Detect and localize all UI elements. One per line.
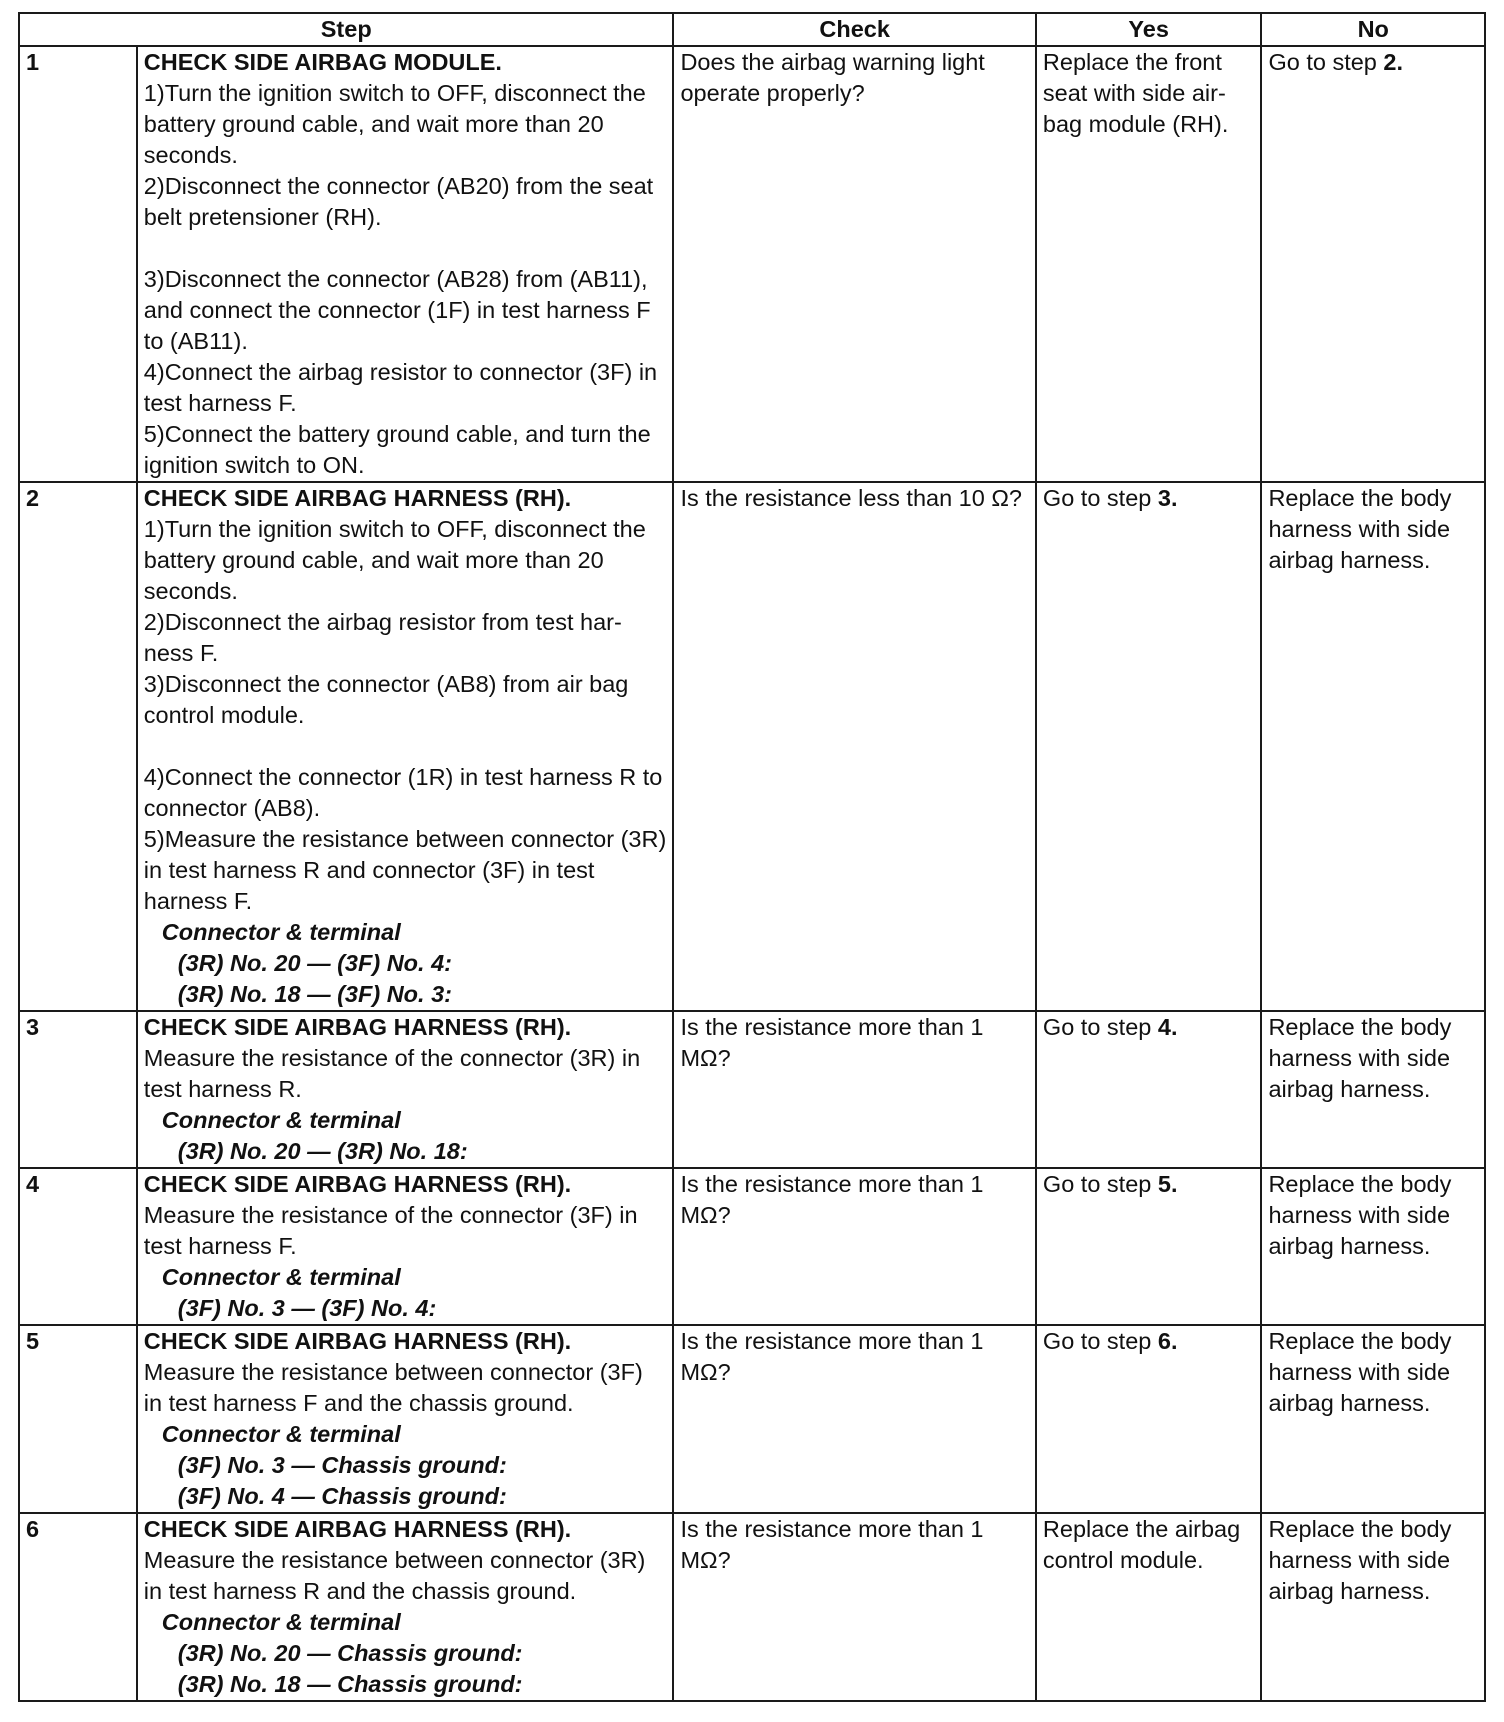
yes-cell	[1036, 1325, 1262, 1513]
connector-terminal-label: Connector & terminal	[161, 1107, 401, 1133]
header-step: Step	[19, 13, 673, 46]
step-instruction: Measure the resistance between connector (3F) in test harness F and the chassis ground.	[143, 1359, 643, 1416]
no-cell: Replace the body harness with side airbag harness.	[1261, 482, 1485, 1011]
step-description	[137, 1513, 674, 1701]
step-number: 3	[19, 1011, 137, 1168]
check-cell: Is the resistance more than 1 MΩ?	[673, 1325, 1035, 1513]
yes-cell: Replace the front seat with side air-bag module (RH).	[1036, 46, 1262, 482]
table-row	[19, 1011, 1485, 1168]
connector-terminal-label: Connector & terminal	[161, 1421, 401, 1447]
step-title: CHECK SIDE AIRBAG HARNESS (RH).	[143, 1516, 572, 1542]
no-cell: Replace the body harness with side airbag harness.	[1261, 1168, 1485, 1325]
step-description	[137, 482, 674, 1011]
header-check: Check	[673, 13, 1035, 46]
step-instruction: Measure the resistance between connector (3R) in test harness R and the chassis ground.	[143, 1547, 646, 1604]
header-row	[19, 13, 1485, 46]
yes-cell	[1036, 1168, 1262, 1325]
step-description	[137, 1168, 674, 1325]
step-title: CHECK SIDE AIRBAG HARNESS (RH).	[143, 1171, 572, 1197]
no-cell: Replace the body harness with side airbag harness.	[1261, 1325, 1485, 1513]
yes-prefix: Go to step	[1042, 485, 1158, 511]
step-instruction: 4)Connect the airbag resistor to connector (3F) in test harness F.	[143, 359, 658, 416]
step-description	[137, 1325, 674, 1513]
step-instruction: Measure the resistance of the connector (3R) in test harness R.	[143, 1045, 641, 1102]
step-instruction: 1)Turn the ignition switch to OFF, disconnect the battery ground cable, and wait more than 20 seconds.	[143, 80, 646, 168]
connector-terminal-value: (3R) No. 20 — (3F) No. 4:	[177, 950, 452, 976]
table-row	[19, 1325, 1485, 1513]
no-step-ref: 2.	[1383, 49, 1404, 75]
step-number: 5	[19, 1325, 137, 1513]
header-yes: Yes	[1036, 13, 1262, 46]
connector-terminal-value: (3F) No. 4 — Chassis ground:	[177, 1483, 507, 1509]
table-row	[19, 482, 1485, 1011]
yes-cell	[1036, 482, 1262, 1011]
no-cell	[1261, 46, 1485, 482]
no-cell: Replace the body harness with side airbag harness.	[1261, 1011, 1485, 1168]
connector-terminal-label: Connector & terminal	[161, 919, 401, 945]
step-instruction: 3)Disconnect the connector (AB28) from (AB11), and connect the connector (1F) in test harness F to (AB11).	[143, 266, 651, 354]
yes-prefix: Go to step	[1042, 1171, 1158, 1197]
step-title: CHECK SIDE AIRBAG MODULE.	[143, 49, 502, 75]
step-description	[137, 1011, 674, 1168]
step-instruction: 2)Disconnect the airbag resistor from test har-ness F.	[143, 609, 622, 666]
step-description	[137, 46, 674, 482]
step-instruction: 5)Measure the resistance between connector (3R) in test harness R and connector (3F) in test harness F.	[143, 826, 667, 914]
yes-step-ref: 6.	[1157, 1328, 1178, 1354]
check-cell: Does the airbag warning light operate properly?	[673, 46, 1035, 482]
table-row	[19, 46, 1485, 482]
connector-terminal-value: (3R) No. 20 — (3R) No. 18:	[177, 1138, 468, 1164]
header-no: No	[1261, 13, 1485, 46]
no-cell: Replace the body harness with side airbag harness.	[1261, 1513, 1485, 1701]
table-row	[19, 1513, 1485, 1701]
yes-step-ref: 3.	[1157, 485, 1178, 511]
yes-prefix: Go to step	[1042, 1328, 1158, 1354]
step-number: 4	[19, 1168, 137, 1325]
yes-cell	[1036, 1011, 1262, 1168]
step-title: CHECK SIDE AIRBAG HARNESS (RH).	[143, 485, 572, 511]
connector-terminal-value: (3F) No. 3 — Chassis ground:	[177, 1452, 507, 1478]
connector-terminal-value: (3R) No. 18 — (3F) No. 3:	[177, 981, 452, 1007]
yes-step-ref: 4.	[1157, 1014, 1178, 1040]
step-title: CHECK SIDE AIRBAG HARNESS (RH).	[143, 1328, 572, 1354]
check-cell: Is the resistance more than 1 MΩ?	[673, 1513, 1035, 1701]
yes-cell: Replace the airbag control module.	[1036, 1513, 1262, 1701]
check-cell: Is the resistance more than 1 MΩ?	[673, 1168, 1035, 1325]
no-prefix: Go to step	[1268, 49, 1384, 75]
step-number: 6	[19, 1513, 137, 1701]
connector-terminal-label: Connector & terminal	[161, 1609, 401, 1635]
connector-terminal-label: Connector & terminal	[161, 1264, 401, 1290]
connector-terminal-value: (3R) No. 20 — Chassis ground:	[177, 1640, 523, 1666]
check-cell: Is the resistance less than 10 Ω?	[673, 482, 1035, 1011]
step-number: 2	[19, 482, 137, 1011]
diagnostic-table	[18, 12, 1486, 1702]
step-instruction: 5)Connect the battery ground cable, and turn the ignition switch to ON.	[143, 421, 651, 478]
step-instruction: 3)Disconnect the connector (AB8) from air bag control module.	[143, 671, 629, 728]
step-instruction: 1)Turn the ignition switch to OFF, disconnect the battery ground cable, and wait more than 20 seconds.	[143, 516, 646, 604]
step-title: CHECK SIDE AIRBAG HARNESS (RH).	[143, 1014, 572, 1040]
table-row	[19, 1168, 1485, 1325]
check-cell: Is the resistance more than 1 MΩ?	[673, 1011, 1035, 1168]
connector-terminal-value: (3R) No. 18 — Chassis ground:	[177, 1671, 523, 1697]
step-number: 1	[19, 46, 137, 482]
step-instruction: Measure the resistance of the connector (3F) in test harness F.	[143, 1202, 638, 1259]
step-instruction: 4)Connect the connector (1R) in test harness R to connector (AB8).	[143, 764, 663, 821]
connector-terminal-value: (3F) No. 3 — (3F) No. 4:	[177, 1295, 437, 1321]
yes-prefix: Go to step	[1042, 1014, 1158, 1040]
yes-step-ref: 5.	[1157, 1171, 1178, 1197]
step-instruction: 2)Disconnect the connector (AB20) from the seat belt pretensioner (RH).	[143, 173, 654, 230]
